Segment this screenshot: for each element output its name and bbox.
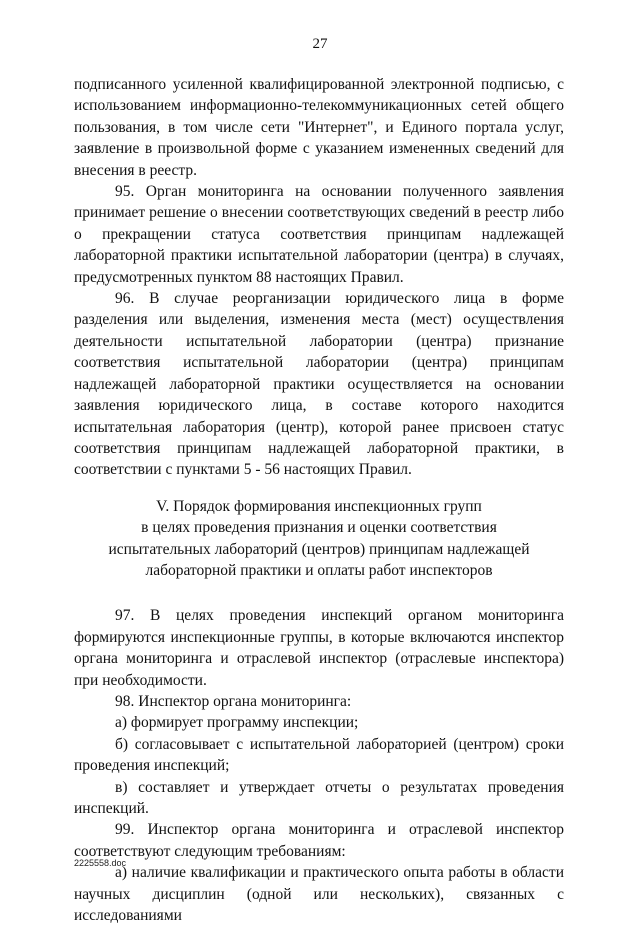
paragraph-96: 96. В случае реорганизации юридического лица в форме разделения или выделения, изменения места (мест) осуществления деятельности испытательной лаборатории (центра) признание соответствия испытательной лаборатории (центра) принципам надлежащей лабораторной практики осуществляется на основании заявления юридического лица, в составе которого находится испытательная лаборатория (центр), которой ранее присвоен статус соответствия принципам надлежащей лабораторной практики, в соответствии с пунктами 5 - 56 настоящих Правил. xyxy=(74,290,564,479)
paragraph-continuation: подписанного усиленной квалифицированной электронной подписью, с использованием информационно-телекоммуникационных сетей общего пользования, в том числе сети "Интернет", и Единого портала услуг, заявление в произвольной форме с указанием измененных сведений для внесения в реестр. xyxy=(74,76,564,179)
document-filename: 2225558.doc xyxy=(74,858,127,868)
section-title-line: в целях проведения признания и оценки соответствия xyxy=(141,519,497,537)
list-item-99a: а) наличие квалификации и практического опыта работы в области научных дисциплин (одной или нескольких), связанных с исследованиями xyxy=(74,864,564,925)
document-body xyxy=(74,74,564,926)
section-title-line: лабораторной практики и оплаты работ инспекторов xyxy=(145,561,493,579)
section-title xyxy=(74,496,564,582)
section-title-line: V. Порядок формирования инспекционных групп xyxy=(156,497,482,515)
paragraph-97: 97. В целях проведения инспекций органом мониторинга формируются инспекционные группы, в которые включаются инспектор органа мониторинга и отраслевой инспектор (отраслевые инспектора) при необходимости. xyxy=(74,607,564,689)
list-item-98c: в) составляет и утверждает отчеты о результатах проведения инспекций. xyxy=(74,778,564,817)
page-number: 27 xyxy=(312,36,328,52)
paragraph-95: 95. Орган мониторинга на основании полученного заявления принимает решение о внесении соответствующих сведений в реестр либо о прекращении статуса соответствия принципам надлежащей лабораторной практики испытательной лаборатории (центра) в случаях, предусмотренных пунктом 88 настоящих Правил. xyxy=(74,183,564,286)
list-item-98a: а) формирует программу инспекции; xyxy=(115,714,359,732)
paragraph-98: 98. Инспектор органа мониторинга: xyxy=(115,692,352,710)
paragraph-99: 99. Инспектор органа мониторинга и отраслевой инспектор соответствуют следующим требованиям: xyxy=(74,821,564,860)
section-title-line: испытательных лабораторий (центров) принципам надлежащей xyxy=(108,540,530,558)
list-item-98b: б) согласовывает с испытательной лабораторией (центром) сроки проведения инспекций; xyxy=(74,735,564,775)
